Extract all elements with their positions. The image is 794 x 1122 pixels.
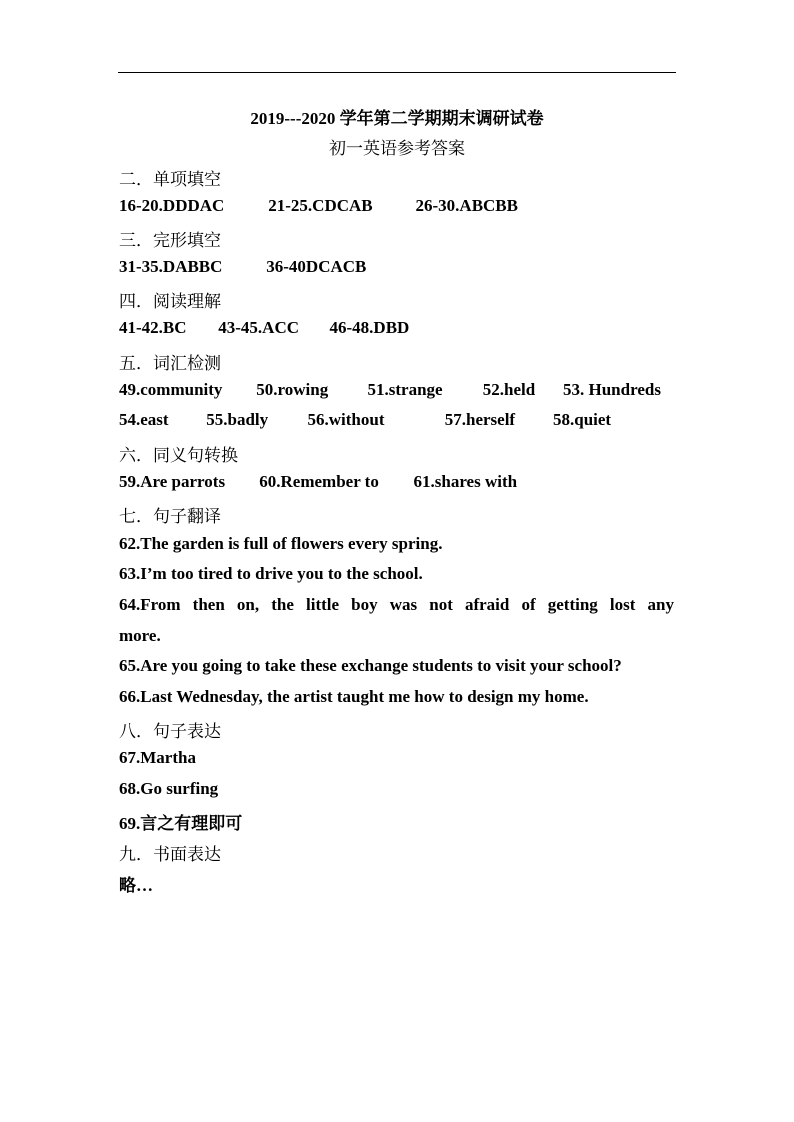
answer-item: 50.rowing [256,380,329,399]
answer-63: 63.I’m too tired to drive you to the school. [119,564,423,583]
section-expression: 八．句子表达 [119,722,221,742]
answer-group: 46-48.DBD [329,318,410,337]
answer-69: 69.言之有理即可 [119,814,243,833]
section-reading: 四．阅读理解 [119,292,221,312]
answer-65: 65.Are you going to take these exchange students to visit your school? [119,656,622,675]
answer-item: 59.Are parrots [119,472,226,491]
answer-item: 55.badly [206,410,269,429]
answer-item: 57.herself [444,410,516,429]
answer-item: 60.Remember to [259,472,379,491]
answer-group: 26-30.ABCBB [415,196,518,215]
answer-group: 16-20.DDDAC [119,196,225,215]
section-single-choice: 二．单项填空 [119,170,221,190]
answer-item: 53. Hundreds [563,380,661,399]
answers-vocabulary-row2 [119,410,611,430]
answers-vocabulary-row1 [119,380,661,400]
answers-reading [119,318,409,338]
answer-group: 31-35.DABBC [119,257,223,276]
answer-64-line1: 64.From then on, the little boy was not afraid of getting lost any [119,595,674,614]
section-writing: 九．书面表达 [119,845,221,865]
section-translation: 七．句子翻译 [119,507,221,527]
answer-68: 68.Go surfing [119,779,219,798]
answers-single-choice [119,196,518,216]
answer-62: 62.The garden is full of flowers every spring. [119,534,443,553]
document-subtitle: 初一英语参考答案 [329,139,465,159]
answer-item: 54.east [119,410,169,429]
answer-item: 58.quiet [553,410,612,429]
answer-item: 49.community [119,380,223,399]
answer-group: 21-25.CDCAB [268,196,373,215]
answers-cloze [119,257,366,277]
answer-group: 43-45.ACC [218,318,299,337]
answer-64-line2: more. [119,626,161,645]
top-rule [118,72,676,73]
answer-66: 66.Last Wednesday, the artist taught me how to design my home. [119,687,589,706]
section-vocabulary: 五．词汇检测 [119,354,221,374]
answer-writing: 略… [119,876,153,895]
answer-item: 51.strange [367,380,443,399]
section-cloze: 三．完形填空 [119,231,221,251]
answer-item: 52.held [482,380,536,399]
section-synonym: 六．同义句转换 [119,446,238,466]
answer-67: 67.Martha [119,748,196,767]
answer-group: 36-40DCACB [266,257,367,276]
answer-item: 56.without [307,410,385,429]
answers-synonym [119,472,517,492]
answer-item: 61.shares with [413,472,518,491]
answer-group: 41-42.BC [119,318,187,337]
document-title: 2019---2020 学年第二学期期末调研试卷 [250,109,544,128]
